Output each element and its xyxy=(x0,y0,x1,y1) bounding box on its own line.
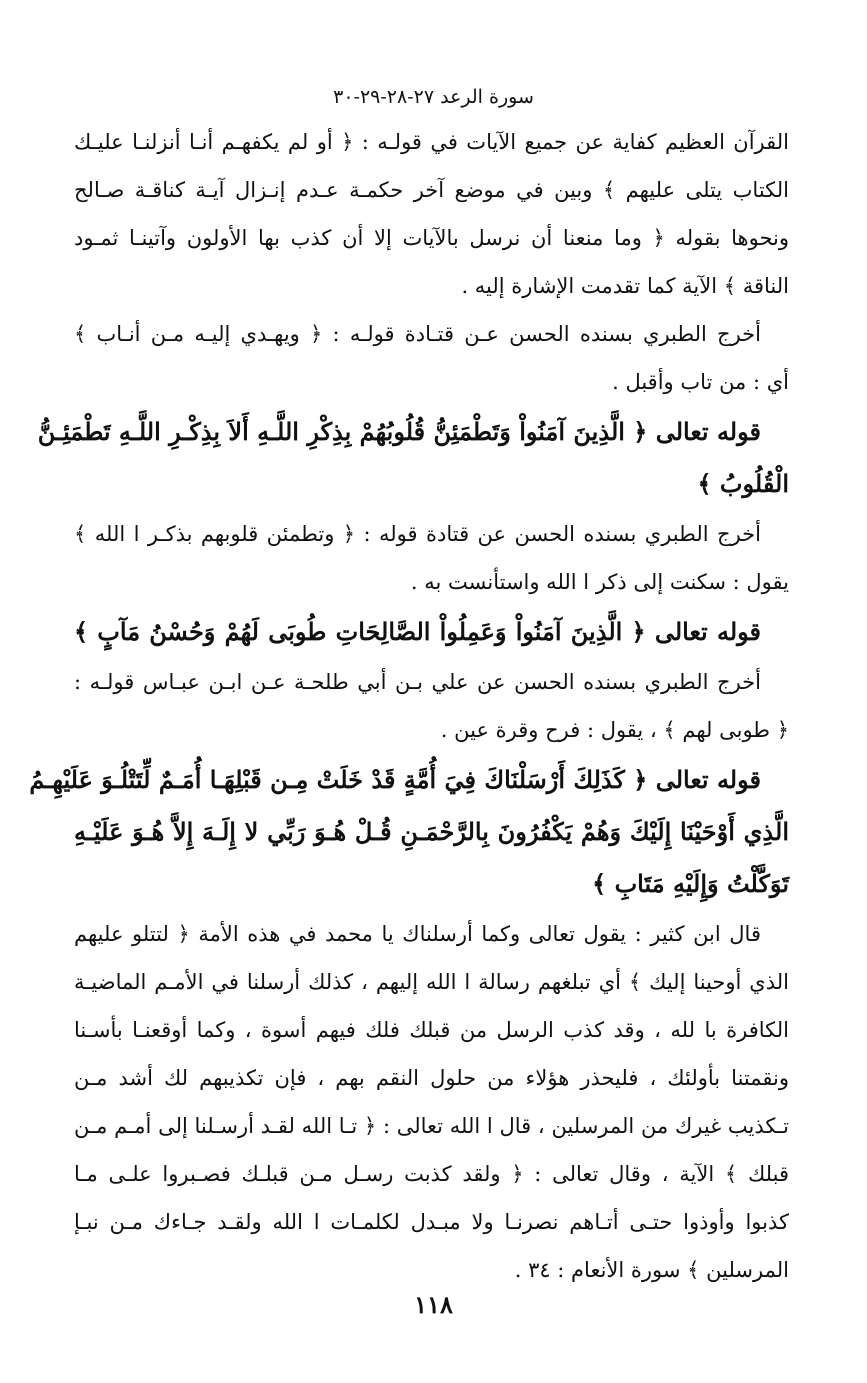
verse-line: قوله تعالى ﴿ الَّذِينَ آمَنُواْ وَعَمِلُواْ الصَّالِحَاتِ طُوبَى لَهُمْ وَحُسْنُ مَآبٍ ﴾ xyxy=(74,617,761,646)
text-line: القرآن العظيم كفاية عن جميع الآيات في قولـه : ﴿ أو لم يكفهـم أنـا أنزلنـا عليـك xyxy=(74,130,789,154)
text-line: الناقة ﴾ الآية كما تقدمت الإشارة إليه . xyxy=(461,274,789,298)
text-line: الكافرة با لله ، وقد كذب الرسل من قبلك فلك فيهم أسوة ، وكما أوقعنـا بأسـنا xyxy=(74,1018,789,1042)
text-line: ﴿ طوبى لهم ﴾ ، يقول : فرح وقرة عين . xyxy=(440,718,789,742)
text-line: الكتاب يتلى عليهم ﴾ وبين في موضع آخر حكمـة عـدم إنـزال آيـة كناقـة صـالح xyxy=(74,178,789,202)
verse-heading xyxy=(74,606,789,658)
text-line: الذي أوحينا إليك ﴾ أي تبلغهم رسالة ا الله إليهم ، كذلك أرسلنا في الأمـم الماضيـة xyxy=(74,970,789,994)
commentary-paragraph xyxy=(74,118,789,310)
verse-heading xyxy=(37,406,789,510)
verse-line: تَوَكَّلْتُ وَإِلَيْهِ مَتَابِ ﴾ xyxy=(592,869,789,898)
text-line: أخرج الطبري بسنده الحسن عن قتادة قوله : ﴿ وتطمئن قلوبهم بذكـر ا الله ﴾ xyxy=(74,522,761,546)
text-line: تـكذيب غيرك من المرسلين ، قال ا الله تعالى : ﴿ تـا الله لقـد أرسـلنا إلى أمـم مـن xyxy=(74,1114,789,1138)
commentary-paragraph xyxy=(74,910,789,1294)
commentary-paragraph xyxy=(74,310,789,406)
verse-line: الْقُلُوبُ ﴾ xyxy=(697,469,789,498)
page-number: ١١٨ xyxy=(414,1290,453,1319)
verse-heading xyxy=(29,754,789,910)
verse-line: قوله تعالى ﴿ كَذَلِكَ أَرْسَلْنَاكَ فِيَ أُمَّةٍ قَدْ خَلَتْ مِـن قَبْلِهَـا أُمَـمٌ لِّتَتْلُـوَ عَلَيْهِـمُ xyxy=(29,765,761,794)
text-line: أي : من تاب وأقبل . xyxy=(612,370,789,394)
text-line: ونقمتنا بأولئك ، فليحذر هؤلاء من حلول النقم بهم ، فإن تكذيبهم لك أشد مـن xyxy=(74,1066,789,1090)
text-line: أخرج الطبري بسنده الحسن عن علي بـن أبي طلحـة عـن ابـن عبـاس قولـه : xyxy=(74,670,761,694)
text-line: قال ابن كثير : يقول تعالى وكما أرسلناك يا محمد في هذه الأمة ﴿ لتتلو عليهم xyxy=(74,922,761,946)
verse-line: قوله تعالى ﴿ الَّذِينَ آمَنُواْ وَتَطْمَئِنُّ قُلُوبُهُمْ بِذِكْرِ اللَّـهِ أَلاَ بِذِكْـرِ اللَّـهِ تَطْمَئِـنُّ xyxy=(37,417,761,446)
verse-line: الَّذِي أَوْحَيْنَا إِلَيْكَ وَهُمْ يَكْفُرُونَ بِالرَّحْمَـنِ قُـلْ هُـوَ رَبِّي لا إِلَـهَ إِلاَّ هُـوَ عَلَيْـهِ xyxy=(74,817,789,846)
text-line: أخرج الطبري بسنده الحسن عـن قتـادة قولـه : ﴿ ويهـدي إليـه مـن أنـاب ﴾ xyxy=(74,322,761,346)
text-line: قبلك ﴾ الآية ، وقال تعالى : ﴿ ولقد كذبت رسـل مـن قبلـك فصـبروا علـى مـا xyxy=(74,1162,789,1186)
commentary-paragraph xyxy=(74,510,789,606)
body-text xyxy=(29,118,789,1294)
commentary-paragraph xyxy=(74,658,789,754)
running-header: سورة الرعد ٢٧-٢٨-٢٩-٣٠ xyxy=(333,86,534,108)
text-line: كذبوا وأوذوا حتـى أتـاهم نصرنـا ولا مبـدل لكلمـات ا الله ولقـد جـاءك مـن نبـإ xyxy=(74,1210,789,1234)
text-line: يقول : سكنت إلى ذكر ا الله واستأنست به . xyxy=(410,570,789,594)
text-line: ونحوها بقوله ﴿ وما منعنا أن نرسل بالآيات إلا أن كذب بها الأولون وآتينـا ثمـود xyxy=(74,226,789,250)
text-line: المرسلين ﴾ سورة الأنعام : ٣٤ . xyxy=(514,1258,789,1282)
